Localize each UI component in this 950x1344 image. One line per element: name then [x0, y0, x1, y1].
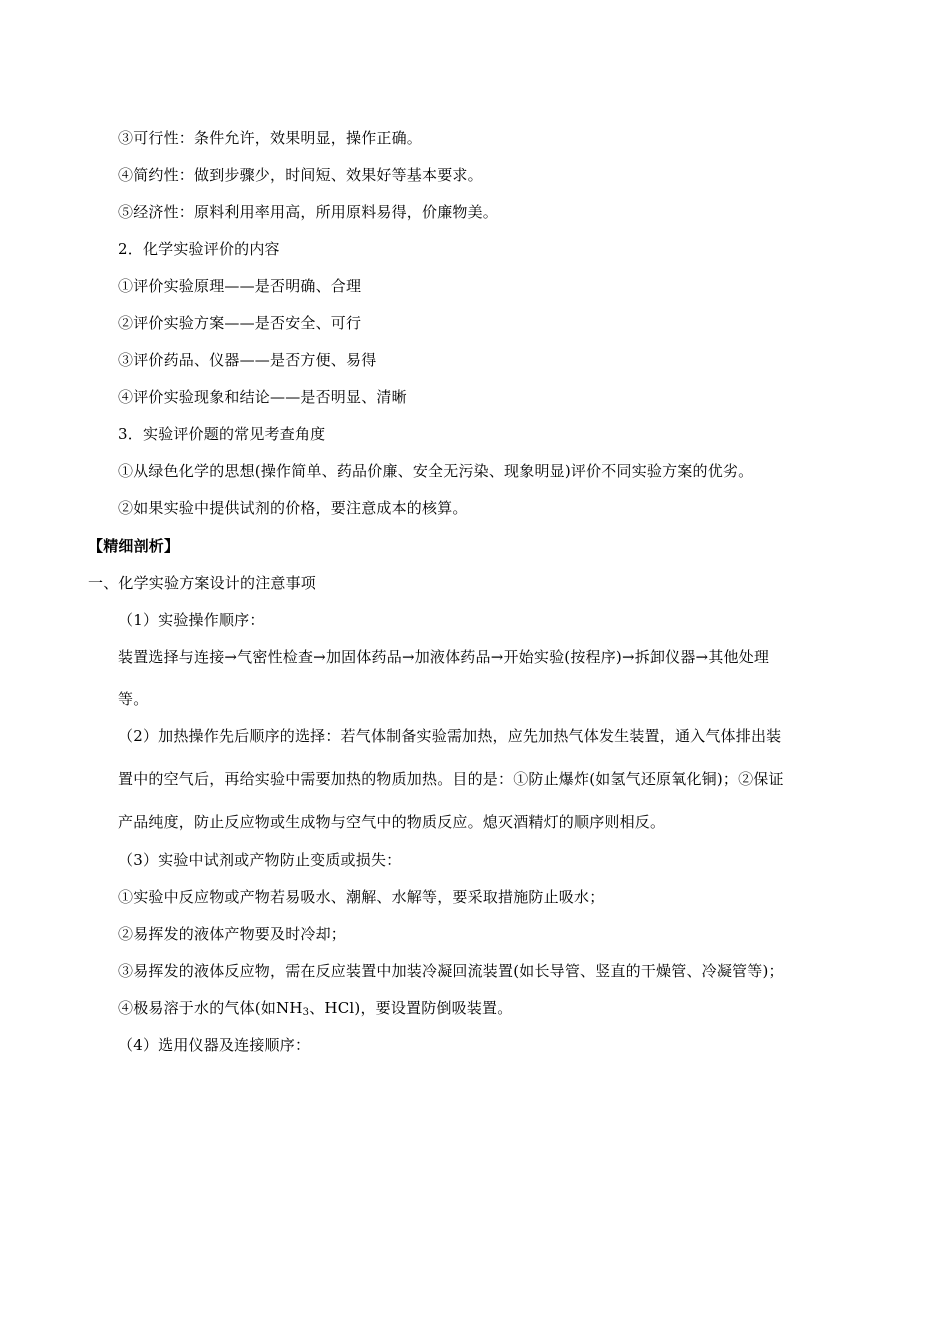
principle-economy: ⑤经济性：原料利用率用高，所用原料易得，价廉物美。	[118, 203, 499, 221]
p1-heading: （1）实验操作顺序：	[118, 611, 265, 629]
section-2-heading: 2．化学实验评价的内容	[118, 240, 280, 258]
section-2-item-4: ④评价实验现象和结论——是否明显、清晰	[118, 388, 407, 406]
p3-item-3: ③易挥发的液体反应物，需在反应装置中加装冷凝回流装置(如长导管、竖直的干燥管、冷凝管等)；	[118, 962, 784, 980]
p3-item-1: ①实验中反应物或产物若易吸水、潮解、水解等，要采取措施防止吸水；	[118, 888, 605, 906]
p2-line-1: （2）加热操作先后顺序的选择：若气体制备实验需加热，应先加热气体发生装置，通入气体排出装	[118, 727, 782, 745]
section-2-item-2: ②评价实验方案——是否安全、可行	[118, 314, 362, 332]
analysis-title: 【精细剖析】	[88, 537, 180, 555]
section-3-item-1: ①从绿色化学的思想(操作简单、药品价廉、安全无污染、现象明显)评价不同实验方案的优劣。	[118, 462, 754, 480]
p1-line-1: 装置选择与连接→气密性检查→加固体药品→加液体药品→开始实验(按程序)→拆卸仪器→其他处理	[118, 648, 770, 666]
subscript-3: 3	[302, 1007, 310, 1018]
section-3-heading: 3．实验评价题的常见考查角度	[118, 425, 326, 443]
p4-heading: （4）选用仪器及连接顺序：	[118, 1036, 311, 1054]
p2-line-2: 置中的空气后，再给实验中需要加热的物质加热。目的是：①防止爆炸(如氢气还原氧化铜)；②保证	[118, 770, 784, 788]
p3-item-2: ②易挥发的液体产物要及时冷却；	[118, 925, 347, 943]
p3-item-4-prefix: ④极易溶于水的气体(如NH	[118, 999, 303, 1017]
p3-item-4	[118, 998, 512, 1018]
section-3-item-2: ②如果实验中提供试剂的价格，要注意成本的核算。	[118, 499, 468, 517]
principle-feasibility: ③可行性：条件允许，效果明显，操作正确。	[118, 129, 423, 147]
p3-heading: （3）实验中试剂或产物防止变质或损失：	[118, 851, 402, 869]
section-2-item-1: ①评价实验原理——是否明确、合理	[118, 277, 362, 295]
p3-item-4-suffix: 、HCl)，要设置防倒吸装置。	[309, 999, 513, 1017]
p1-line-2: 等。	[118, 690, 149, 708]
principle-simplicity: ④简约性：做到步骤少，时间短、效果好等基本要求。	[118, 166, 483, 184]
part-1-heading: 一、化学实验方案设计的注意事项	[88, 574, 317, 592]
p2-line-3: 产品纯度，防止反应物或生成物与空气中的物质反应。熄灭酒精灯的顺序则相反。	[118, 813, 666, 831]
section-2-item-3: ③评价药品、仪器——是否方便、易得	[118, 351, 377, 369]
